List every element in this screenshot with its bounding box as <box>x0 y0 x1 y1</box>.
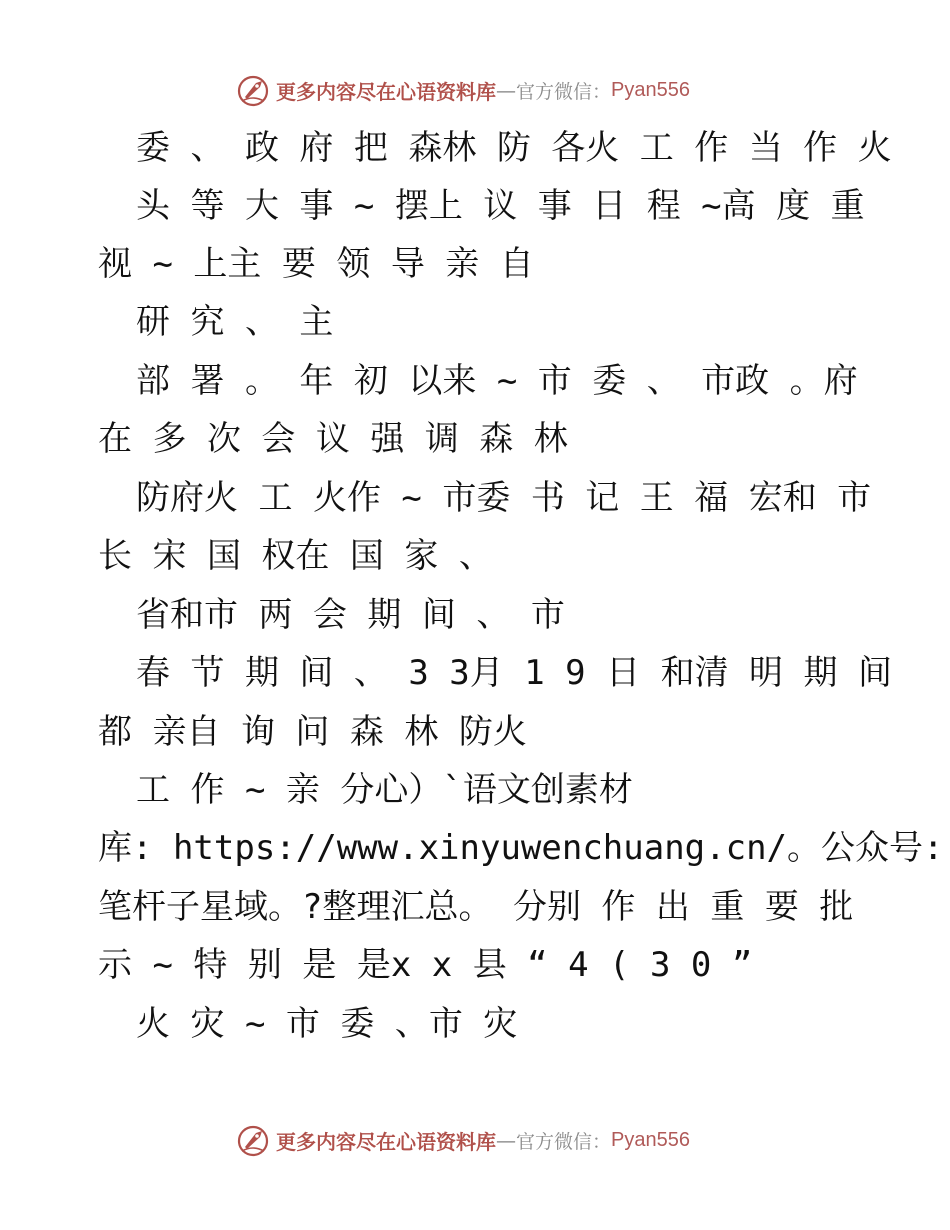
footer-watermark-banner <box>236 1122 690 1158</box>
text-line-10: 春 节 期 间 、 3 3月 1 9 日 和清 明 期 间 <box>136 653 892 693</box>
banner-wechat-label: 官方微信： <box>516 1130 612 1153</box>
text-line-9: 省和市 两 会 期 间 、 市 <box>136 595 565 635</box>
banner-separator: — <box>496 78 516 102</box>
pen-nib-logo-icon <box>236 1123 270 1157</box>
text-line-6: 在 多 次 会 议 强 调 森 林 <box>98 419 568 459</box>
text-line-1: 委 、 政 府 把 森林 防 各火 工 作 当 作 火 <box>136 128 892 168</box>
text-line-3: 视 ~ 上主 要 领 导 亲 自 <box>98 244 534 284</box>
text-line-12: 工 作 ~ 亲 分心）`语文创素材 <box>136 770 633 810</box>
text-line-16: 火 灾 ~ 市 委 、市 灾 <box>136 1004 518 1044</box>
text-line-5: 部 署 。 年 初 以来 ~ 市 委 、 市政 。府 <box>136 361 858 401</box>
text-line-13: 库: https://www.xinyuwenchuang.cn/。公众号: <box>98 828 944 868</box>
banner-main-text: 更多内容尽在心语资料库 <box>276 1129 496 1154</box>
text-line-4: 研 究 、 主 <box>136 302 334 342</box>
text-line-14: 笔杆子星域。?整理汇总。 分别 作 出 重 要 批 <box>98 887 854 927</box>
text-line-11: 都 亲自 询 问 森 林 防火 <box>98 712 527 752</box>
banner-wechat-id: Pyan556 <box>611 1128 690 1151</box>
text-line-15: 示 ~ 特 别 是 是x x 县 “ 4 ( 3 0 ” <box>98 945 753 985</box>
text-line-7: 防府火 工 火作 ~ 市委 书 记 王 福 宏和 市 <box>136 478 872 518</box>
banner-wechat-id: Pyan556 <box>611 78 690 101</box>
banner-separator: — <box>496 1128 516 1152</box>
banner-main-text: 更多内容尽在心语资料库 <box>276 79 496 104</box>
text-line-8: 长 宋 国 权在 国 家 、 <box>98 536 493 576</box>
banner-wechat-label: 官方微信： <box>516 80 612 103</box>
text-line-2: 头 等 大 事 ~ 摆上 议 事 日 程 ~高 度 重 <box>136 186 865 226</box>
